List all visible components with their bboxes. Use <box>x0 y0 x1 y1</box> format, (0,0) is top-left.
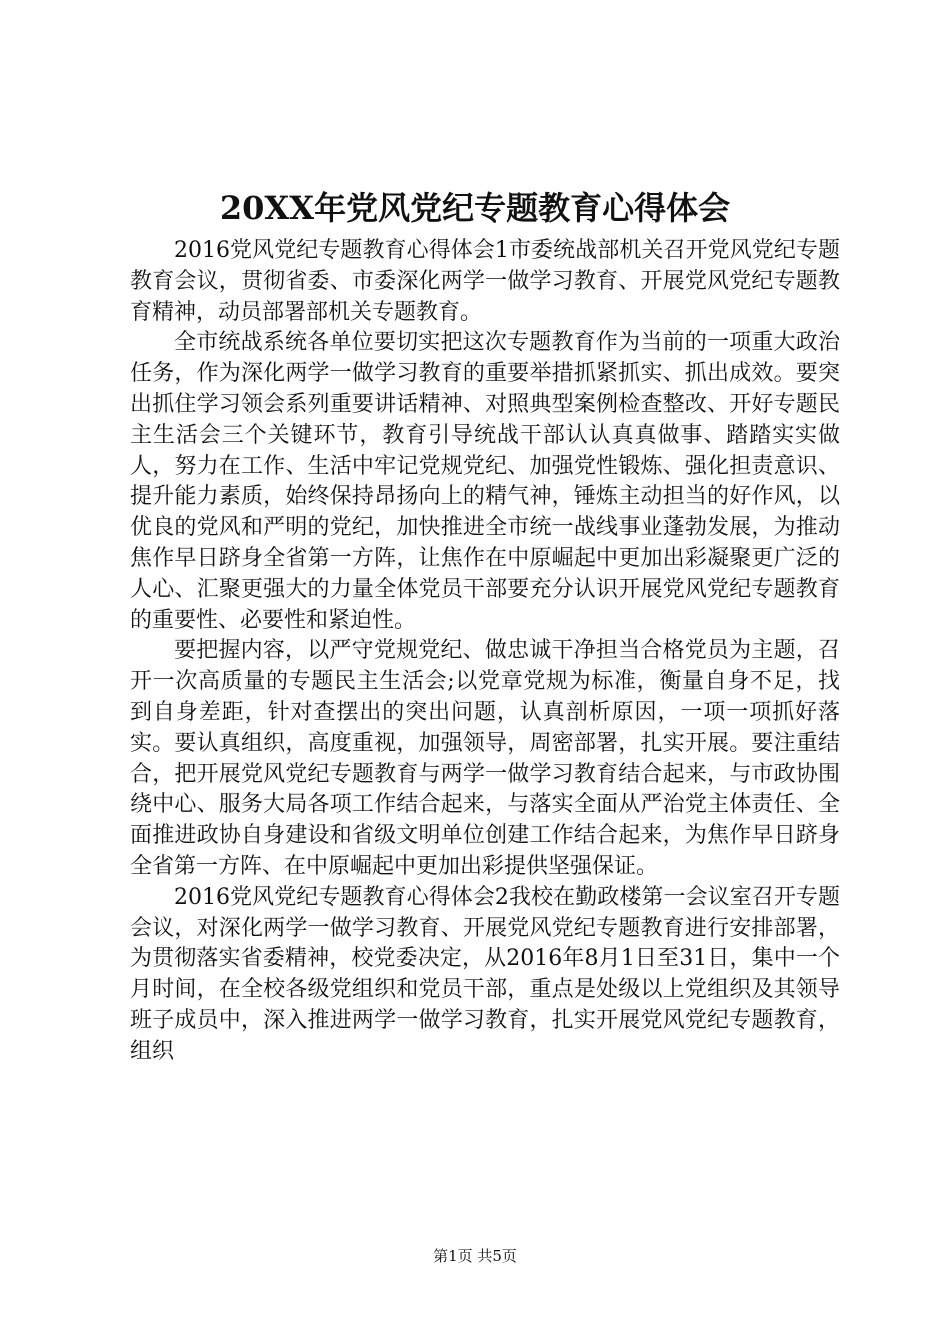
paragraph: 2016党风党纪专题教育心得体会1市委统战部机关召开党风党纪专题教育会议，贯彻省委、市委深化两学一做学习教育、开展党风党纪专题教育精神，动员部署部机关专题教育。 <box>130 238 840 325</box>
page-footer: 第1页 共5页 <box>433 1247 517 1265</box>
paragraph: 2016党风党纪专题教育心得体会2我校在勤政楼第一会议室召开专题会议，对深化两学一做学习教育、开展党风党纪专题教育进行安排部署，为贯彻落实省委精神，校党委决定，从2016年8月1日至31日，集中一个月时间，在全校各级党组织和党员干部，重点是处级以上党组织及其领导班子成员中，深入推进两学一做学习教育，扎实开展党风党纪专题教育，组织 <box>130 884 840 1064</box>
paragraph: 全市统战系统各单位要切实把这次专题教育作为当前的一项重大政治任务，作为深化两学一做学习教育的重要举措抓紧抓实、抓出成效。要突出抓住学习领会系列重要讲话精神、对照典型案例检查整改、开好专题民主生活会三个关键环节，教育引导统战干部认认真真做事、踏踏实实做人，努力在工作、生活中牢记党规党纪、加强党性锻炼、强化担责意识、提升能力素质，始终保持昂扬向上的精气神，锤炼主动担当的好作风，以优良的党风和严明的党纪，加快推进全市统一战线事业蓬勃发展，为推动焦作早日跻身全省第一方阵，让焦作在中原崛起中更加出彩凝聚更广泛的人心、汇聚更强大的力量全体党员干部要充分认识开展党风党纪专题教育的重要性、必要性和紧迫性。 <box>130 330 840 633</box>
document-title: 20XX年党风党纪专题教育心得体会 <box>219 189 731 227</box>
paragraph: 要把握内容，以严守党规党纪、做忠诚干净担当合格党员为主题，召开一次高质量的专题民主生活会;以党章党规为标准，衡量自身不足，找到自身差距，针对查摆出的突出问题，认真剖析原因，一项一项抓好落实。要认真组织，高度重视，加强领导，周密部署，扎实开展。要注重结合，把开展党风党纪专题教育与两学一做学习教育结合起来，与市政协围绕中心、服务大局各项工作结合起来，与落实全面从严治党主体责任、全面推进政协自身建设和省级文明单位创建工作结合起来，为焦作早日跻身全省第一方阵、在中原崛起中更加出彩提供坚强保证。 <box>130 638 840 879</box>
document-body <box>130 236 840 1068</box>
